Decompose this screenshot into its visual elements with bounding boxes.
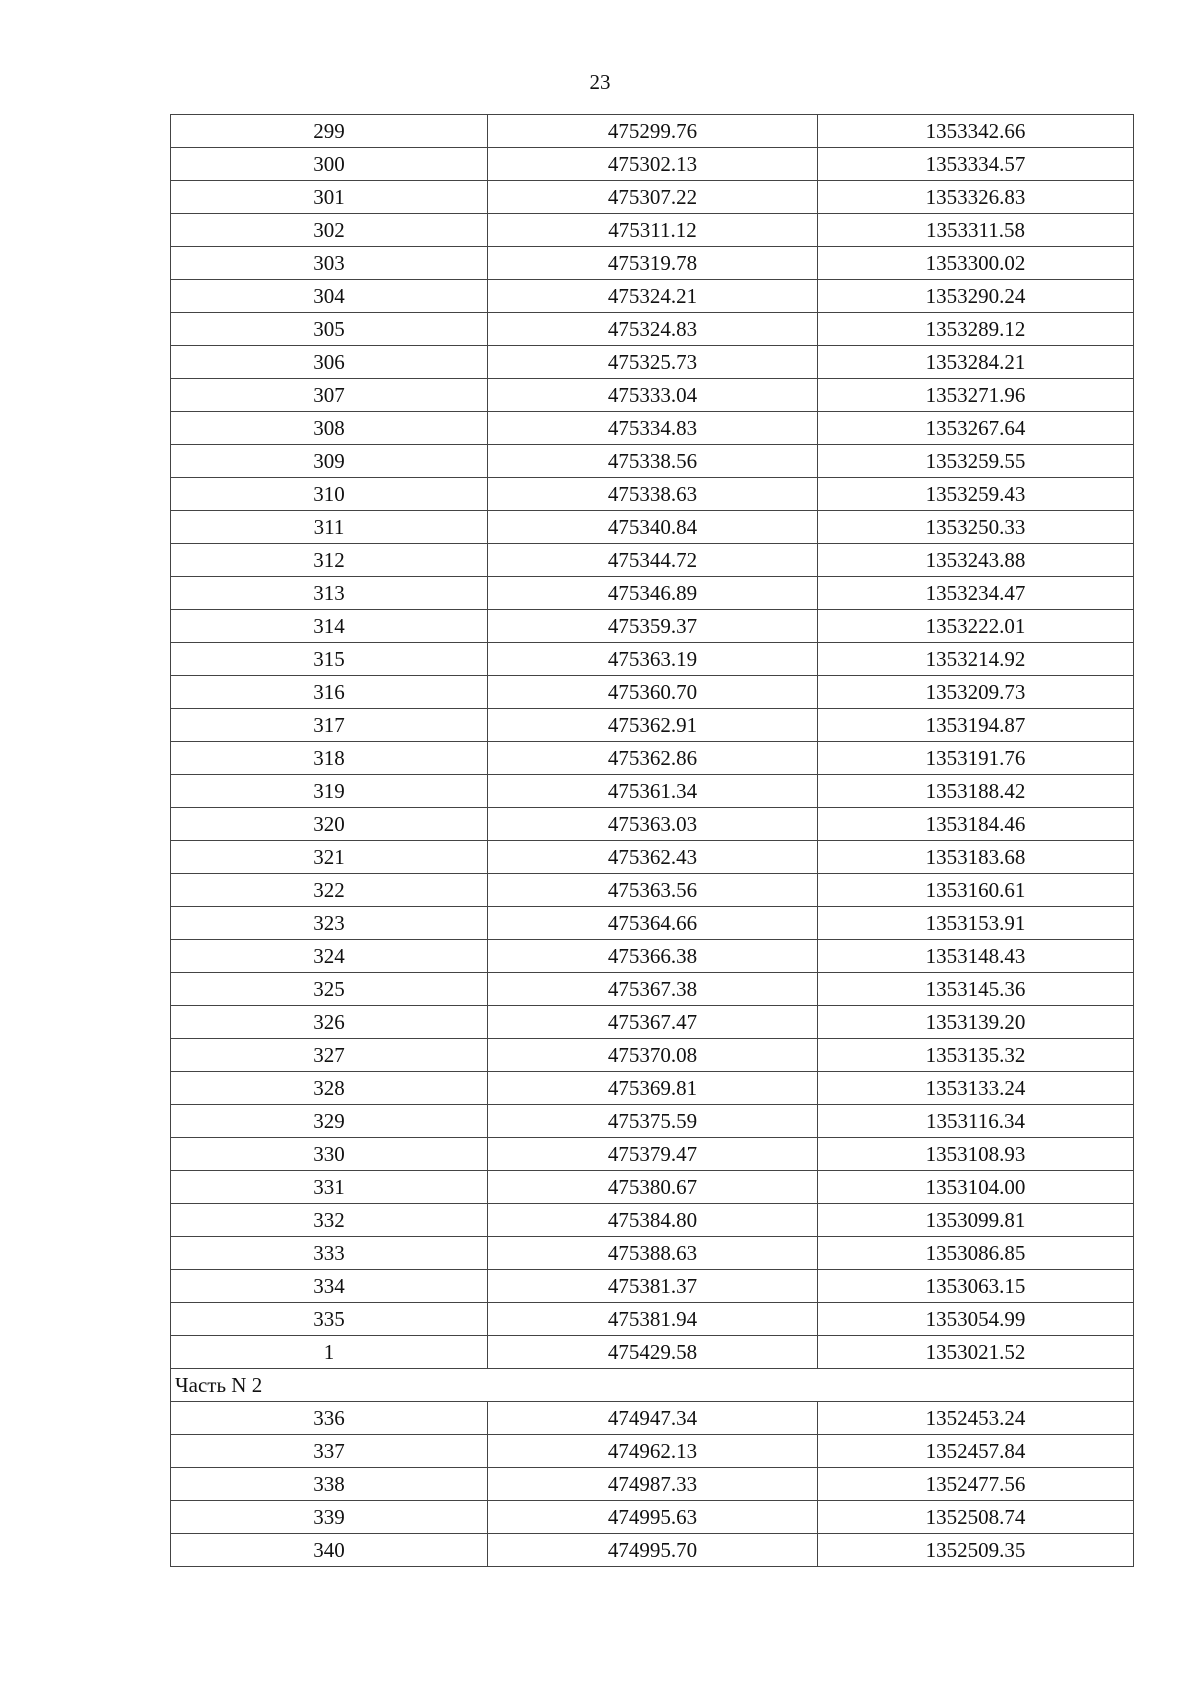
y-coordinate-cell: 1353021.52 [818, 1336, 1134, 1369]
y-coordinate-cell: 1353300.02 [818, 247, 1134, 280]
y-coordinate-cell: 1353086.85 [818, 1237, 1134, 1270]
y-coordinate-cell: 1353148.43 [818, 940, 1134, 973]
point-number-cell: 329 [171, 1105, 488, 1138]
table-row [171, 1105, 1134, 1138]
y-coordinate-cell: 1353243.88 [818, 544, 1134, 577]
table-row [171, 280, 1134, 313]
table-row [171, 808, 1134, 841]
y-coordinate-cell: 1353139.20 [818, 1006, 1134, 1039]
y-coordinate-cell: 1353135.32 [818, 1039, 1134, 1072]
point-number-cell: 331 [171, 1171, 488, 1204]
table-row [171, 775, 1134, 808]
y-coordinate-cell: 1353259.43 [818, 478, 1134, 511]
point-number-cell: 321 [171, 841, 488, 874]
x-coordinate-cell: 475370.08 [488, 1039, 818, 1072]
y-coordinate-cell: 1353267.64 [818, 412, 1134, 445]
point-number-cell: 308 [171, 412, 488, 445]
table-row [171, 610, 1134, 643]
table-row [171, 313, 1134, 346]
point-number-cell: 314 [171, 610, 488, 643]
y-coordinate-cell: 1353326.83 [818, 181, 1134, 214]
table-row [171, 1501, 1134, 1534]
x-coordinate-cell: 474987.33 [488, 1468, 818, 1501]
x-coordinate-cell: 474962.13 [488, 1435, 818, 1468]
table-row [171, 148, 1134, 181]
x-coordinate-cell: 475367.38 [488, 973, 818, 1006]
x-coordinate-cell: 475338.56 [488, 445, 818, 478]
x-coordinate-cell: 475362.86 [488, 742, 818, 775]
table-row [171, 1270, 1134, 1303]
point-number-cell: 338 [171, 1468, 488, 1501]
table-row [171, 709, 1134, 742]
x-coordinate-cell: 475384.80 [488, 1204, 818, 1237]
x-coordinate-cell: 475388.63 [488, 1237, 818, 1270]
x-coordinate-cell: 475381.94 [488, 1303, 818, 1336]
table-row [171, 1138, 1134, 1171]
table-row [171, 1072, 1134, 1105]
x-coordinate-cell: 475362.43 [488, 841, 818, 874]
table-row [171, 511, 1134, 544]
x-coordinate-cell: 475366.38 [488, 940, 818, 973]
point-number-cell: 322 [171, 874, 488, 907]
coordinates-table [170, 114, 1134, 1567]
coordinates-table-body [171, 115, 1134, 1567]
y-coordinate-cell: 1353184.46 [818, 808, 1134, 841]
y-coordinate-cell: 1353311.58 [818, 214, 1134, 247]
table-row [171, 1303, 1134, 1336]
x-coordinate-cell: 475380.67 [488, 1171, 818, 1204]
y-coordinate-cell: 1353054.99 [818, 1303, 1134, 1336]
y-coordinate-cell: 1353191.76 [818, 742, 1134, 775]
x-coordinate-cell: 475333.04 [488, 379, 818, 412]
table-row [171, 214, 1134, 247]
point-number-cell: 305 [171, 313, 488, 346]
y-coordinate-cell: 1353133.24 [818, 1072, 1134, 1105]
x-coordinate-cell: 475429.58 [488, 1336, 818, 1369]
x-coordinate-cell: 475299.76 [488, 115, 818, 148]
y-coordinate-cell: 1353250.33 [818, 511, 1134, 544]
point-number-cell: 327 [171, 1039, 488, 1072]
point-number-cell: 324 [171, 940, 488, 973]
x-coordinate-cell: 475324.83 [488, 313, 818, 346]
table-row [171, 247, 1134, 280]
x-coordinate-cell: 475344.72 [488, 544, 818, 577]
x-coordinate-cell: 475325.73 [488, 346, 818, 379]
x-coordinate-cell: 475340.84 [488, 511, 818, 544]
y-coordinate-cell: 1353234.47 [818, 577, 1134, 610]
table-row [171, 412, 1134, 445]
table-row [171, 1402, 1134, 1435]
x-coordinate-cell: 475346.89 [488, 577, 818, 610]
y-coordinate-cell: 1353153.91 [818, 907, 1134, 940]
table-row [171, 907, 1134, 940]
y-coordinate-cell: 1353145.36 [818, 973, 1134, 1006]
y-coordinate-cell: 1353108.93 [818, 1138, 1134, 1171]
table-row [171, 940, 1134, 973]
table-row [171, 1435, 1134, 1468]
point-number-cell: 333 [171, 1237, 488, 1270]
y-coordinate-cell: 1353063.15 [818, 1270, 1134, 1303]
x-coordinate-cell: 474995.63 [488, 1501, 818, 1534]
x-coordinate-cell: 475360.70 [488, 676, 818, 709]
point-number-cell: 316 [171, 676, 488, 709]
x-coordinate-cell: 475361.34 [488, 775, 818, 808]
y-coordinate-cell: 1352508.74 [818, 1501, 1134, 1534]
point-number-cell: 311 [171, 511, 488, 544]
y-coordinate-cell: 1353188.42 [818, 775, 1134, 808]
table-row [171, 1039, 1134, 1072]
table-row [171, 544, 1134, 577]
point-number-cell: 302 [171, 214, 488, 247]
point-number-cell: 339 [171, 1501, 488, 1534]
table-row [171, 874, 1134, 907]
table-row [171, 445, 1134, 478]
table-row [171, 1237, 1134, 1270]
table-row [171, 1534, 1134, 1567]
point-number-cell: 328 [171, 1072, 488, 1105]
table-row [171, 841, 1134, 874]
x-coordinate-cell: 475319.78 [488, 247, 818, 280]
y-coordinate-cell: 1352477.56 [818, 1468, 1134, 1501]
x-coordinate-cell: 475379.47 [488, 1138, 818, 1171]
x-coordinate-cell: 475302.13 [488, 148, 818, 181]
point-number-cell: 323 [171, 907, 488, 940]
y-coordinate-cell: 1353222.01 [818, 610, 1134, 643]
table-row [171, 346, 1134, 379]
point-number-cell: 330 [171, 1138, 488, 1171]
x-coordinate-cell: 475367.47 [488, 1006, 818, 1039]
table-row [171, 1468, 1134, 1501]
y-coordinate-cell: 1353259.55 [818, 445, 1134, 478]
point-number-cell: 340 [171, 1534, 488, 1567]
point-number-cell: 307 [171, 379, 488, 412]
x-coordinate-cell: 475334.83 [488, 412, 818, 445]
table-row [171, 643, 1134, 676]
point-number-cell: 303 [171, 247, 488, 280]
y-coordinate-cell: 1353116.34 [818, 1105, 1134, 1138]
x-coordinate-cell: 475311.12 [488, 214, 818, 247]
page-number: 23 [589, 70, 611, 94]
x-coordinate-cell: 475381.37 [488, 1270, 818, 1303]
table-row [171, 1204, 1134, 1237]
x-coordinate-cell: 475363.56 [488, 874, 818, 907]
x-coordinate-cell: 475307.22 [488, 181, 818, 214]
point-number-cell: 301 [171, 181, 488, 214]
y-coordinate-cell: 1353214.92 [818, 643, 1134, 676]
point-number-cell: 319 [171, 775, 488, 808]
y-coordinate-cell: 1353209.73 [818, 676, 1134, 709]
point-number-cell: 332 [171, 1204, 488, 1237]
point-number-cell: 315 [171, 643, 488, 676]
point-number-cell: 326 [171, 1006, 488, 1039]
y-coordinate-cell: 1353271.96 [818, 379, 1134, 412]
point-number-cell: 313 [171, 577, 488, 610]
point-number-cell: 335 [171, 1303, 488, 1336]
point-number-cell: 304 [171, 280, 488, 313]
y-coordinate-cell: 1353194.87 [818, 709, 1134, 742]
point-number-cell: 306 [171, 346, 488, 379]
table-row [171, 181, 1134, 214]
x-coordinate-cell: 474995.70 [488, 1534, 818, 1567]
table-row [171, 742, 1134, 775]
y-coordinate-cell: 1353099.81 [818, 1204, 1134, 1237]
y-coordinate-cell: 1353289.12 [818, 313, 1134, 346]
y-coordinate-cell: 1353342.66 [818, 115, 1134, 148]
x-coordinate-cell: 475363.03 [488, 808, 818, 841]
y-coordinate-cell: 1353334.57 [818, 148, 1134, 181]
point-number-cell: 337 [171, 1435, 488, 1468]
point-number-cell: 300 [171, 148, 488, 181]
y-coordinate-cell: 1352453.24 [818, 1402, 1134, 1435]
point-number-cell: 310 [171, 478, 488, 511]
point-number-cell: 325 [171, 973, 488, 1006]
table-row [171, 379, 1134, 412]
table-row [171, 676, 1134, 709]
section-label: Часть N 2 [171, 1369, 1134, 1402]
point-number-cell: 1 [171, 1336, 488, 1369]
table-row [171, 1336, 1134, 1369]
point-number-cell: 334 [171, 1270, 488, 1303]
point-number-cell: 317 [171, 709, 488, 742]
x-coordinate-cell: 475362.91 [488, 709, 818, 742]
table-row [171, 577, 1134, 610]
point-number-cell: 309 [171, 445, 488, 478]
point-number-cell: 318 [171, 742, 488, 775]
table-row [171, 115, 1134, 148]
x-coordinate-cell: 475359.37 [488, 610, 818, 643]
point-number-cell: 299 [171, 115, 488, 148]
y-coordinate-cell: 1353104.00 [818, 1171, 1134, 1204]
y-coordinate-cell: 1353160.61 [818, 874, 1134, 907]
table-row [171, 478, 1134, 511]
point-number-cell: 312 [171, 544, 488, 577]
point-number-cell: 336 [171, 1402, 488, 1435]
y-coordinate-cell: 1352509.35 [818, 1534, 1134, 1567]
point-number-cell: 320 [171, 808, 488, 841]
x-coordinate-cell: 475369.81 [488, 1072, 818, 1105]
section-row [171, 1369, 1134, 1402]
x-coordinate-cell: 475364.66 [488, 907, 818, 940]
x-coordinate-cell: 475363.19 [488, 643, 818, 676]
table-row [171, 973, 1134, 1006]
y-coordinate-cell: 1353284.21 [818, 346, 1134, 379]
x-coordinate-cell: 475338.63 [488, 478, 818, 511]
x-coordinate-cell: 475375.59 [488, 1105, 818, 1138]
y-coordinate-cell: 1352457.84 [818, 1435, 1134, 1468]
table-row [171, 1171, 1134, 1204]
x-coordinate-cell: 475324.21 [488, 280, 818, 313]
table-row [171, 1006, 1134, 1039]
y-coordinate-cell: 1353290.24 [818, 280, 1134, 313]
x-coordinate-cell: 474947.34 [488, 1402, 818, 1435]
y-coordinate-cell: 1353183.68 [818, 841, 1134, 874]
